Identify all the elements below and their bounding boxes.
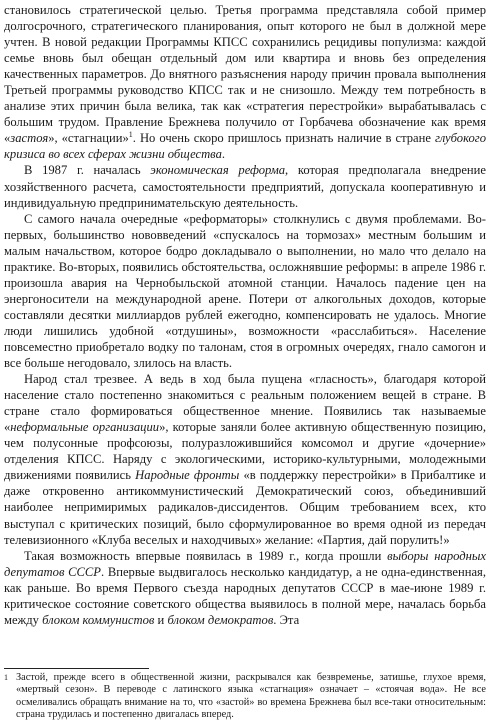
emphasis-text: блоком демократов <box>167 612 274 627</box>
paragraph <box>4 2 486 162</box>
footnote-text: Застой, прежде всего в общественной жизни, раскрывался как безвременье, затишье, глухое время, «мертвый сезон». В переводе с латинского языка «стагнация» означает – «стоячая вода». Не все осмеливались обращать внимание на то, что «застой» во времена Брежнева был все-таки относительным: страна трудилась и постепенно двигалась вперед. <box>16 672 486 721</box>
emphasis-text: глубокого кризиса во всех сферах жизни общества <box>4 131 487 162</box>
text-run: . Эта <box>273 612 300 627</box>
footnote-paragraph <box>4 672 486 722</box>
text-run: В 1987 г. началась <box>24 163 151 178</box>
emphasis-text: выборы народных депутатов СССР <box>4 548 486 579</box>
text-run: . Впервые выдвигалось несколько кандидатур, а не одна-единственная, как раньше. Во время Первого съезда народных депутатов СССР в мае-июне 1989 г. критическое состояние советского общества выявилось в полной мере, началась борьба между <box>4 564 486 627</box>
emphasis-text: Народные фронты <box>135 468 240 483</box>
text-run: . Но очень скоро пришлось признать наличие в стране <box>132 131 435 146</box>
footnote-mark: 1 <box>4 673 8 682</box>
text-run: », «стагнации» <box>48 131 129 146</box>
emphasis-text: блоком коммунистов <box>42 612 155 627</box>
footnote-reference: 1 <box>128 130 133 140</box>
text-run: С самого начала очередные «реформаторы» столкнулись с двумя проблемами. Во-первых, большинство нововведений «спускалось на тормозах» местным большим и малым начальством, которое бодро докладывало о выполнении, но мало что делало на практике. Во-вторых, появились обстоятельства, осложнявшие реформы: в апреле 1986 г. произошла авария на Чернобыльской атомной станции. Началось падение цен на энергоносители на международной арене. Потери от алкогольных доходов, которые составляли десятки миллиардов рублей ежегодно, компенсировать не удалось. Многие люди лишились удобной «отдушины», возможности «расслабиться». Население повсеместно приобретало водку по талонам, стоя в огромных очередях, гнало самогон и все больше негодовало, злилось на власть. <box>4 211 486 371</box>
text-run: , которая предполагала внедрение хозяйственного расчета, самостоятельности предприятий, допускала кооперативную и индивидуальную предпринимательскую деятельность. <box>4 163 487 210</box>
emphasis-text: неформальные организации <box>10 420 160 435</box>
text-run: Народ стал трезвее. А ведь в ход была пущена «гласность», благодаря которой население стало постепенно знакомиться с реальным положением вещей в стране. В стране стало формироваться общественное мнение. Появились так называемые « <box>4 372 486 435</box>
paragraph <box>4 548 486 628</box>
paragraph <box>4 162 486 210</box>
paragraph <box>4 371 486 548</box>
text-run: становилось стратегической целью. Третья программа представляла собой пример долгосрочного, стратегического планирования, опыт которого не был в должной мере учтен. В новой редакции Программы КПСС сохранились рецидивы популизма: каждой семье вновь был обещан отдельный дом или квартира и вновь без определения качественных параметров. До внятного разъяснения народу причин провала выполнения Третьей программы руководство КПСС так и не снизошло. Между тем потребность в анализе этих причин была велика, так как «стратегия перестройки» вырабатывалась с большим трудом. Правление Брежнева получило от Горбачева обозначение как время « <box>4 3 486 146</box>
text-run: и <box>154 612 168 627</box>
paragraph <box>4 211 486 371</box>
text-run: . <box>221 147 226 162</box>
emphasis-text: экономическая реформа <box>150 163 286 178</box>
body-text <box>4 2 486 628</box>
text-run: », которые заняли более активную общественную позицию, чем полусонные профсоюзы, полуразложившийся комсомол и другие «дочерние» отделения КПСС. Наряду с экологическими, историко-культурными, молодежными движениями появились <box>4 420 486 483</box>
text-run: «в поддержку перестройки» в Прибалтике и даже откровенно антикоммунистический Демократический союз, объединивший наиболее непримиримых радикалов-диссидентов. Общим требованием всех, кто выступал с критических позиций, было сформулированное во время одной из передач телевизионного «Клуба веселых и находчивых» желание: «Партия, дай порулить!» <box>4 468 486 547</box>
text-run: Такая возможность впервые появилась в 1989 г., когда прошли <box>24 548 388 563</box>
footnote <box>4 672 486 722</box>
emphasis-text: застоя <box>10 131 49 146</box>
footnote-separator <box>4 668 149 669</box>
